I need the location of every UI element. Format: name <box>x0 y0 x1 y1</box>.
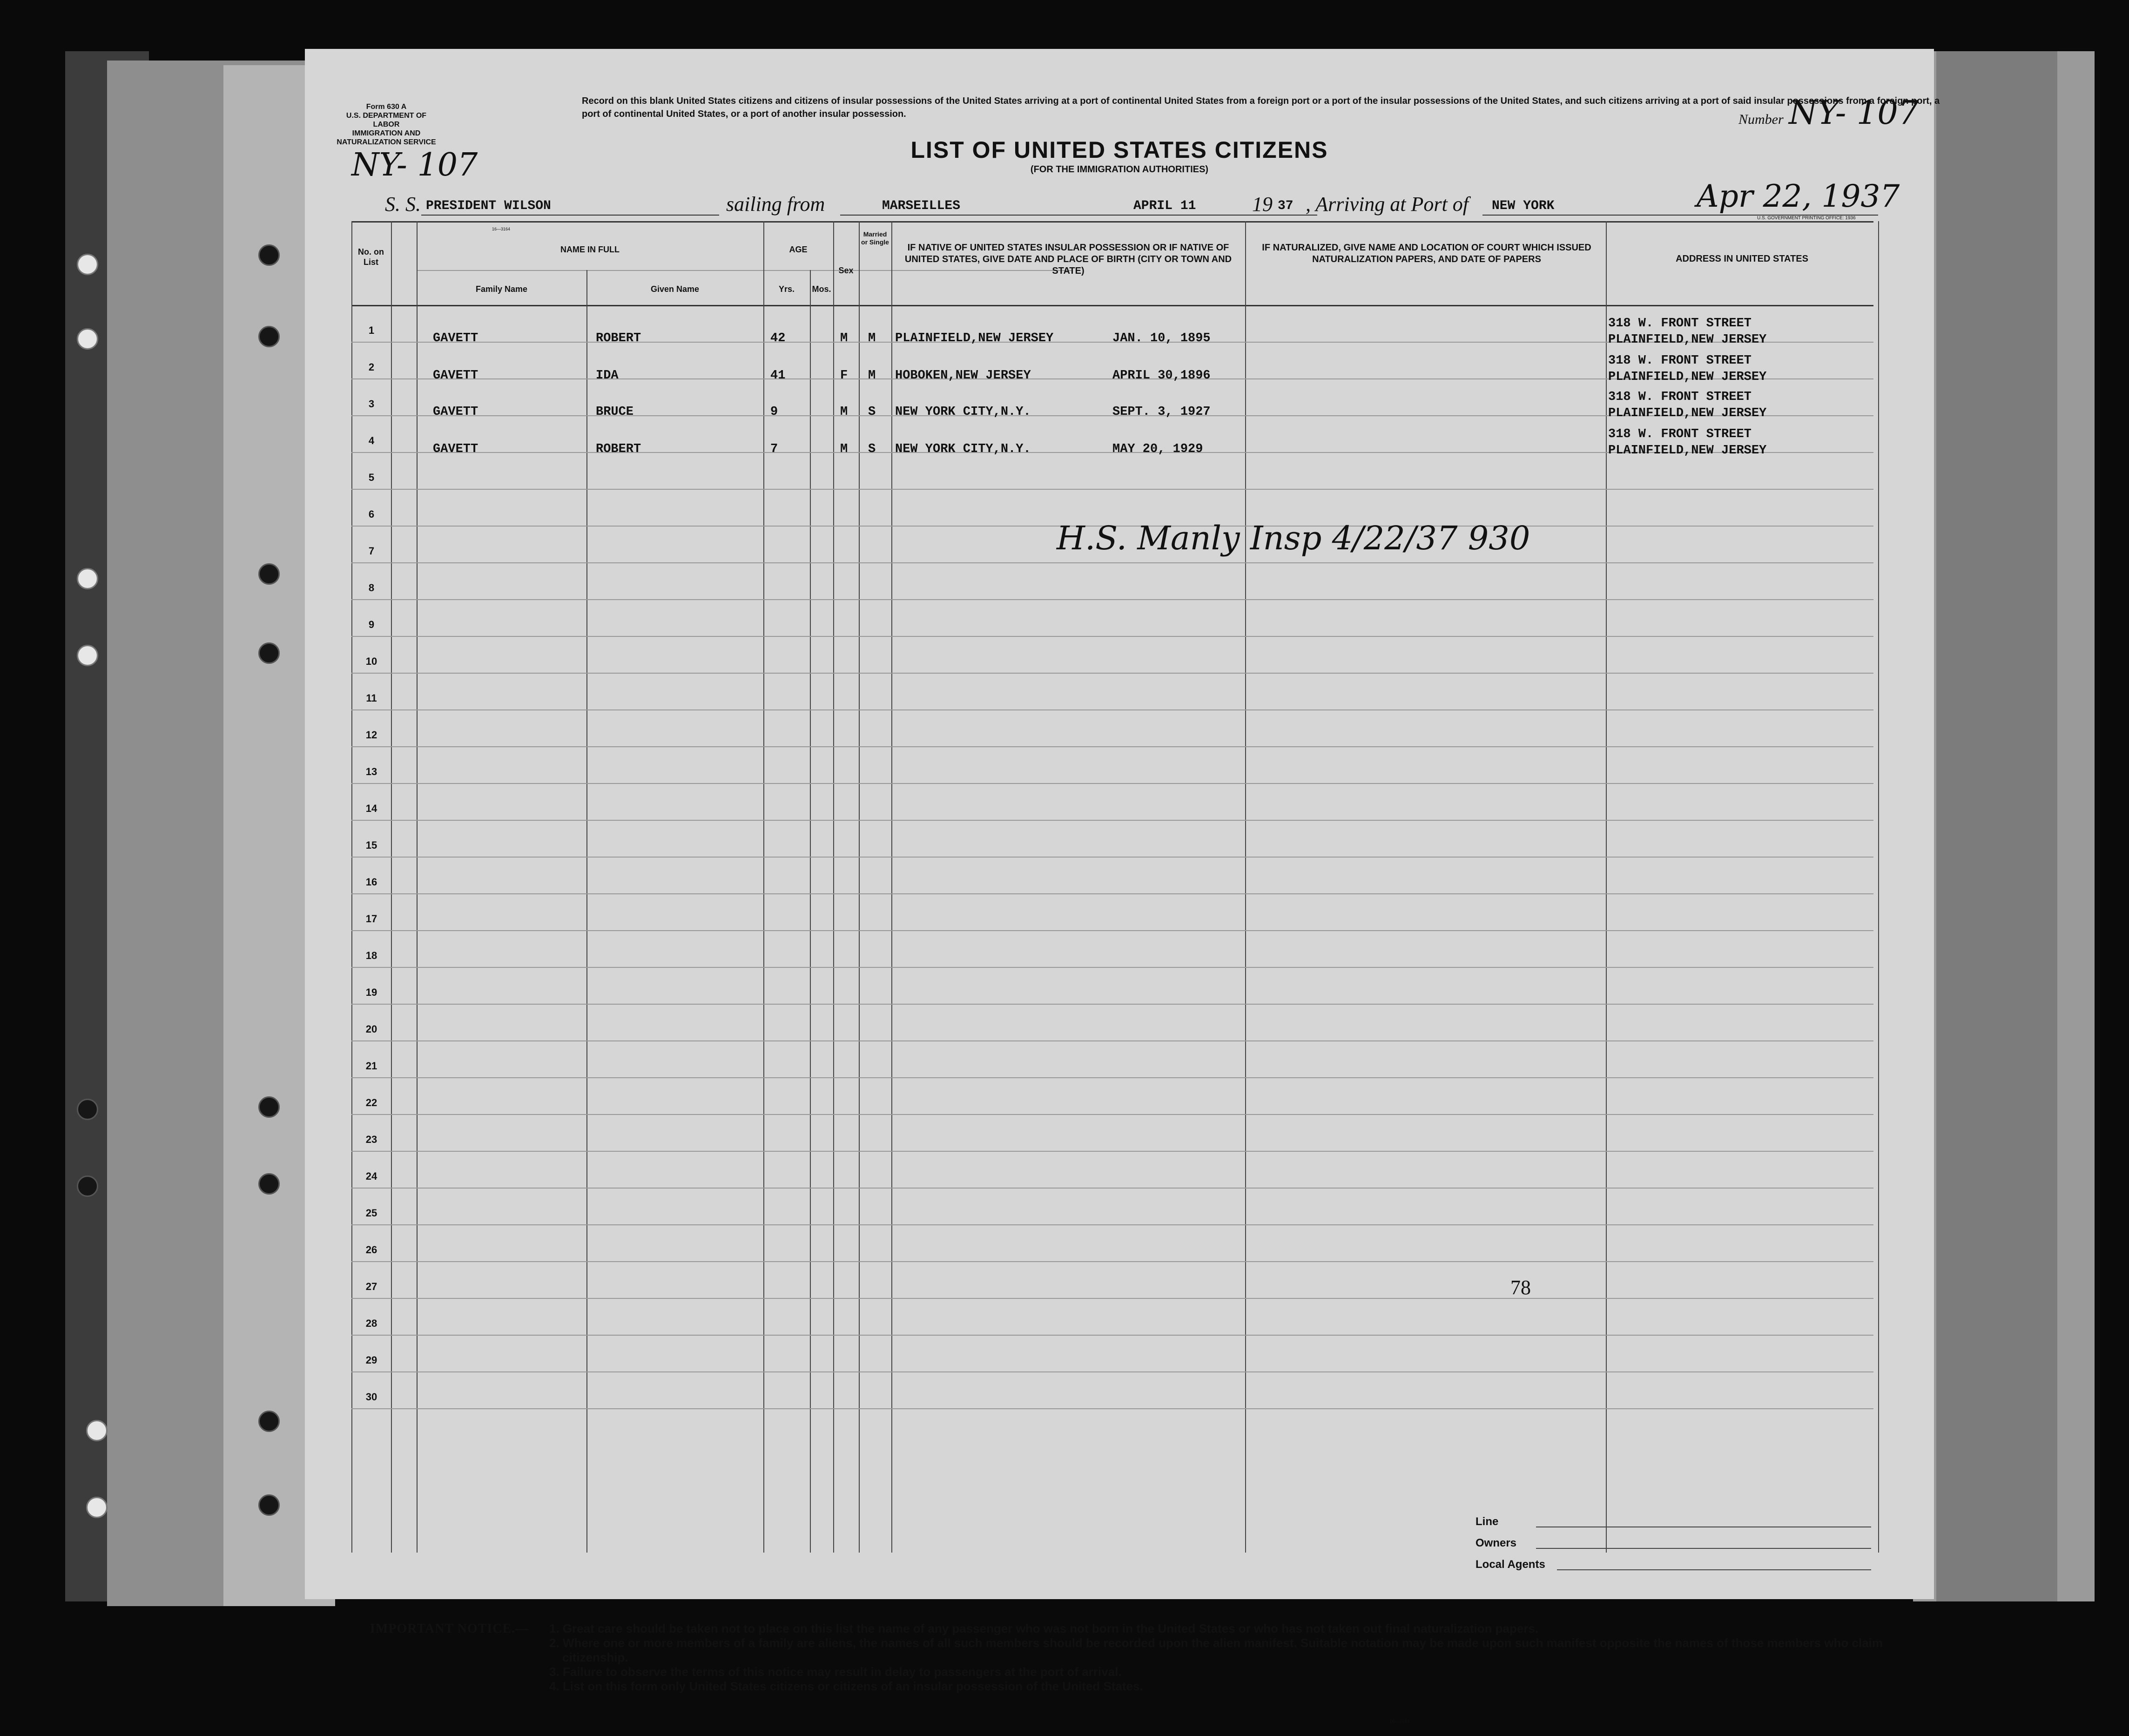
ss-label: S. S. <box>385 193 421 216</box>
binder-hole <box>258 1411 280 1432</box>
row-divider <box>351 636 1873 637</box>
column-line <box>891 221 892 1553</box>
binder-hole <box>258 563 280 585</box>
manifest-sheet <box>305 49 1940 1724</box>
row-number: 1 <box>368 324 375 336</box>
sex-cell: M <box>840 331 848 345</box>
line-label: Line <box>1475 1515 1499 1528</box>
table-top-border <box>351 221 1873 223</box>
birth-date-cell: APRIL 30,1896 <box>1112 369 1211 383</box>
right-underlying-page-shadow <box>1936 51 2057 1601</box>
page-number: 78 <box>1510 1276 1531 1299</box>
notice-item: 3. Failure to observe the terms of this notice may result in delay to passengers at the port of arrival. <box>549 1665 1122 1679</box>
birth-date-cell: JAN. 10, 1895 <box>1112 331 1211 345</box>
address-line1-cell: 318 W. FRONT STREET <box>1608 317 1752 331</box>
row-divider <box>351 562 1873 563</box>
notice-item: 2. Where one or more members of a family are aliens, the names of all such members should be recorded upon the alien manifest. Suitable notation may be made upon such manifest opposite the names of those members who claim citizenship. <box>549 1636 1883 1664</box>
marital-status-cell: S <box>868 405 876 419</box>
inspector-signature: H.S. Manly Insp 4/22/37 930 <box>1057 519 1530 557</box>
row-number: 29 <box>365 1354 377 1366</box>
notice-code: 16—3164 <box>1389 1719 1410 1724</box>
row-number: 4 <box>368 435 375 446</box>
row-number: 6 <box>368 508 375 520</box>
binder-hole <box>77 1099 98 1120</box>
sex-cell: M <box>840 405 848 419</box>
age-years-cell: 41 <box>770 369 786 383</box>
given-name-cell: ROBERT <box>596 442 641 456</box>
row-divider <box>351 857 1873 858</box>
row-divider <box>351 1335 1873 1336</box>
sailing-from-label: sailing from <box>726 193 825 216</box>
row-divider <box>351 673 1873 674</box>
row-number: 13 <box>365 766 377 777</box>
row-number: 23 <box>365 1134 377 1145</box>
column-line <box>1606 221 1607 1553</box>
row-divider <box>351 1261 1873 1262</box>
column-line <box>391 221 392 1553</box>
year-prefix: 19 <box>1252 193 1273 216</box>
address-line2-cell: PLAINFIELD,NEW JERSEY <box>1608 406 1767 420</box>
sail-date: APRIL 11 <box>1133 199 1196 213</box>
row-number: 26 <box>365 1244 377 1256</box>
header-name-in-full: NAME IN FULL <box>560 245 620 254</box>
row-divider <box>351 489 1873 490</box>
row-divider <box>351 1114 1873 1115</box>
row-divider <box>351 709 1873 710</box>
header-sex: Sex <box>838 266 854 275</box>
ship-name: PRESIDENT WILSON <box>426 199 551 213</box>
column-line <box>859 221 860 1553</box>
row-divider <box>351 1298 1873 1299</box>
birth-place-cell: HOBOKEN,NEW JERSEY <box>895 369 1031 383</box>
arrival-date-handwritten: Apr 22, 1937 <box>1697 178 1900 214</box>
row-number: 10 <box>365 655 377 667</box>
column-line <box>763 221 764 1553</box>
marital-status-cell: M <box>868 331 876 345</box>
number-value: NY- 107 <box>1789 94 1919 132</box>
form-info: Form 630 A U.S. DEPARTMENT OF LABOR IMMIGRATION AND NATURALIZATION SERVICE <box>337 103 436 146</box>
header-birth: IF NATIVE OF UNITED STATES INSULAR POSSESSION OR IF NATIVE OF UNITED STATES, GIVE DATE AND PLACE OF BIRTH (CITY OR TOWN AND STATE) <box>904 243 1232 276</box>
notice-heading: IMPORTANT NOTICE.— <box>370 1621 529 1636</box>
header-mos: Mos. <box>812 284 831 294</box>
row-number: 17 <box>365 913 377 925</box>
row-divider <box>351 1151 1873 1152</box>
row-number: 8 <box>368 582 375 594</box>
underline <box>1536 1548 1871 1549</box>
notice-list <box>549 1621 1899 1694</box>
binder-hole <box>77 1175 98 1197</box>
notice-item: 4. List on this form only United States citizens or citizens of an insular possession of the United States. <box>549 1679 1143 1693</box>
row-divider <box>351 893 1873 894</box>
row-number: 19 <box>365 986 377 998</box>
binder-hole <box>77 568 98 589</box>
owners-label: Owners <box>1475 1537 1517 1549</box>
row-divider <box>351 967 1873 968</box>
row-divider <box>351 746 1873 747</box>
header-naturalized: IF NATURALIZED, GIVE NAME AND LOCATION OF COURT WHICH ISSUED NATURALIZATION PAPERS, AND DATE OF PAPERS <box>1262 243 1591 264</box>
column-line <box>417 221 418 1553</box>
address-line2-cell: PLAINFIELD,NEW JERSEY <box>1608 444 1767 458</box>
row-number: 12 <box>365 729 377 741</box>
column-line <box>1878 221 1879 1553</box>
row-divider <box>351 1077 1873 1078</box>
address-line1-cell: 318 W. FRONT STREET <box>1608 354 1752 368</box>
row-number: 3 <box>368 398 375 410</box>
birth-place-cell: NEW YORK CITY,N.Y. <box>895 405 1031 419</box>
printing-office-note: U.S. GOVERNMENT PRINTING OFFICE: 1936 <box>1757 216 1856 221</box>
column-line <box>351 221 352 1553</box>
row-number: 15 <box>365 839 377 851</box>
binder-hole <box>258 1494 280 1516</box>
header-bottom-border <box>351 305 1873 306</box>
row-divider <box>351 599 1873 600</box>
row-number: 22 <box>365 1097 377 1108</box>
port-from: MARSEILLES <box>882 199 961 213</box>
binder-hole <box>86 1497 108 1518</box>
birth-place-cell: PLAINFIELD,NEW JERSEY <box>895 331 1054 345</box>
row-number: 9 <box>368 619 375 630</box>
local-agents-field <box>1475 1558 1545 1580</box>
header-address: ADDRESS IN UNITED STATES <box>1676 254 1808 264</box>
age-years-cell: 7 <box>770 442 778 456</box>
birth-date-cell: MAY 20, 1929 <box>1112 442 1203 456</box>
age-years-cell: 42 <box>770 331 786 345</box>
voyage-line <box>305 178 1934 221</box>
row-divider <box>351 1004 1873 1005</box>
binder-hole <box>258 1096 280 1118</box>
address-line1-cell: 318 W. FRONT STREET <box>1608 390 1752 404</box>
underline <box>421 215 719 216</box>
header-married-single: Married or Single <box>861 230 889 246</box>
row-divider <box>351 783 1873 784</box>
underline <box>1112 215 1317 216</box>
header-age: AGE <box>789 245 808 254</box>
row-number: 25 <box>365 1207 377 1219</box>
binder-hole <box>258 326 280 347</box>
row-number: 21 <box>365 1060 377 1072</box>
column-line <box>586 270 587 1553</box>
row-divider <box>351 1040 1873 1041</box>
arriving-label: , Arriving at Port of <box>1306 193 1469 216</box>
page-subtitle: (FOR THE IMMIGRATION AUTHORITIES) <box>1030 164 1209 175</box>
column-line <box>833 221 834 1553</box>
address-line2-cell: PLAINFIELD,NEW JERSEY <box>1608 333 1767 347</box>
given-name-cell: BRUCE <box>596 405 634 419</box>
row-number: 28 <box>365 1317 377 1329</box>
number-label: Number <box>1738 112 1784 127</box>
column-line <box>810 270 811 1553</box>
row-divider <box>351 1408 1873 1409</box>
row-number: 27 <box>365 1281 377 1292</box>
address-line2-cell: PLAINFIELD,NEW JERSEY <box>1608 370 1767 384</box>
underline <box>1557 1569 1871 1570</box>
line-field <box>1475 1515 1545 1537</box>
record-instruction: Record on this blank United States citizens and citizens of insular possessions of the United States arriving at a port of continental United States from a foreign port or a port of the insular possessions of the United States, and such citizens arriving at a port of said insular possessions from a foreign port, a port of continental United States, or a port of another insular possession. <box>582 96 1940 119</box>
row-number: 24 <box>365 1170 377 1182</box>
binder-hole <box>86 1420 108 1441</box>
address-line1-cell: 318 W. FRONT STREET <box>1608 427 1752 441</box>
local-agents-label: Local Agents <box>1475 1558 1545 1571</box>
marital-status-cell: S <box>868 442 876 456</box>
page-title: LIST OF UNITED STATES CITIZENS <box>910 137 1328 163</box>
header-given-name: Given Name <box>650 284 700 294</box>
row-number: 7 <box>368 545 375 557</box>
owners-field <box>1475 1537 1545 1558</box>
given-name-cell: IDA <box>596 369 619 383</box>
binder-hole <box>258 642 280 664</box>
row-divider <box>351 1224 1873 1225</box>
sex-cell: M <box>840 442 848 456</box>
family-name-cell: GAVETT <box>433 331 478 345</box>
binder-hole <box>258 1173 280 1195</box>
year-suffix: 37 <box>1278 199 1294 213</box>
sex-cell: F <box>840 369 848 383</box>
row-number: 5 <box>368 472 375 483</box>
underline <box>1687 215 1878 216</box>
header-family-name: Family Name <box>475 284 528 294</box>
list-number-handwritten: NY- 107 <box>351 147 478 183</box>
row-number: 14 <box>365 803 377 814</box>
row-number: 16 <box>365 876 377 888</box>
binder-hole <box>77 328 98 350</box>
row-number: 11 <box>366 692 377 704</box>
header-yrs: Yrs. <box>778 284 795 294</box>
family-name-cell: GAVETT <box>433 405 478 419</box>
age-years-cell: 9 <box>770 405 778 419</box>
binder-hole <box>77 645 98 666</box>
row-divider <box>351 930 1873 931</box>
column-line <box>1245 221 1246 1553</box>
row-divider <box>351 1188 1873 1189</box>
marital-status-cell: M <box>868 369 876 383</box>
family-name-cell: GAVETT <box>433 369 478 383</box>
header-no-on-list: No. on List <box>358 247 384 267</box>
form-code: 16—3164 <box>492 227 511 231</box>
birth-place-cell: NEW YORK CITY,N.Y. <box>895 442 1031 456</box>
given-name-cell: ROBERT <box>596 331 641 345</box>
row-number: 30 <box>365 1391 377 1403</box>
row-number: 18 <box>365 950 377 961</box>
agents-block <box>1475 1515 1545 1580</box>
underline <box>1482 215 1697 216</box>
port-arrival: NEW YORK <box>1492 199 1555 213</box>
row-number: 20 <box>365 1023 377 1035</box>
birth-date-cell: SEPT. 3, 1927 <box>1112 405 1211 419</box>
family-name-cell: GAVETT <box>433 442 478 456</box>
binder-hole <box>77 254 98 275</box>
binder-hole <box>258 244 280 266</box>
row-divider <box>351 820 1873 821</box>
row-number: 2 <box>368 361 375 373</box>
row-divider <box>351 1371 1873 1372</box>
notice-item: 1. Great care should be taken not to place on this list the name of any passenger who was not born in the United States or who has not taken out final naturalization papers. <box>549 1621 1539 1635</box>
